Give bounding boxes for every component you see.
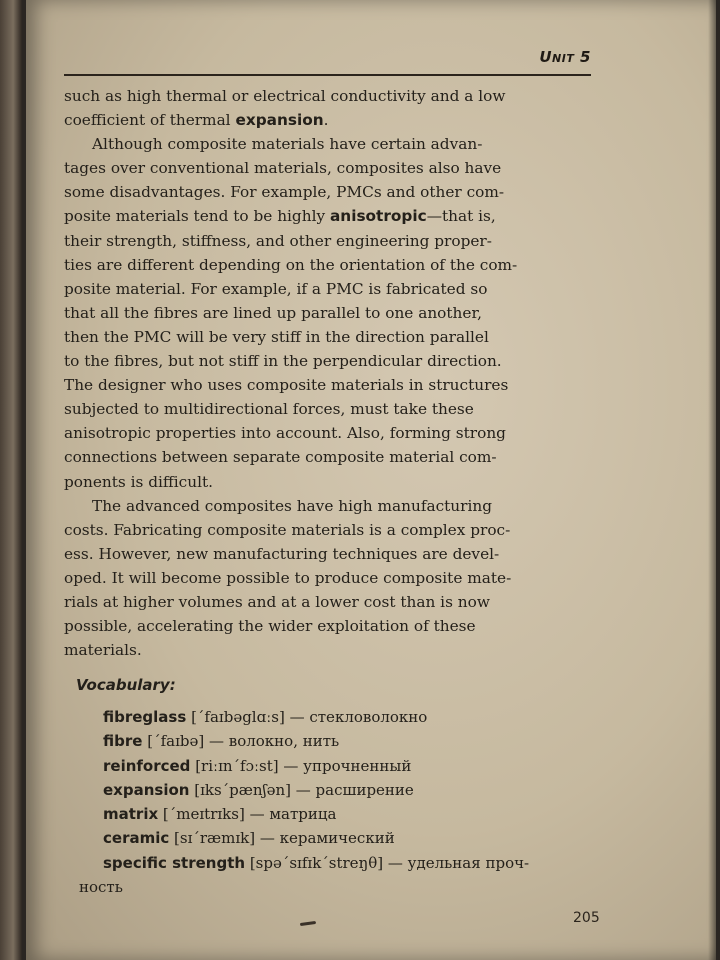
text-segment: ponents is difficult. [64, 472, 213, 491]
text-segment: then the PMC will be very stiff in the direction parallel [64, 327, 489, 346]
text-segment: . [323, 111, 329, 130]
text-line [64, 614, 604, 638]
text-segment: rials at higher volumes and at a lower cost than is now [64, 592, 490, 611]
text-line [64, 566, 604, 590]
text-segment: tages over conventional materials, composites also have [64, 159, 502, 178]
text-segment: possible, accelerating the wider exploitation of these [64, 617, 476, 636]
unit-label: Unit 5 [539, 48, 591, 66]
text-segment: materials. [64, 641, 142, 660]
paragraph [64, 84, 604, 132]
text-segment: ess. However, new manufacturing techniques are devel- [64, 544, 500, 563]
vocabulary-list [79, 705, 603, 899]
text-line [64, 638, 604, 662]
text-segment: some disadvantages. For example, PMCs and other com- [64, 183, 505, 202]
vocab-term: fibreglass [103, 708, 187, 726]
text-segment: oped. It will become possible to produce composite mate- [64, 568, 512, 587]
vocab-transcription: [riːɪnˊfɔːst] [195, 756, 279, 775]
vocab-translation: — расширение [295, 780, 414, 799]
vocab-translation: — стекловолокно [289, 708, 428, 726]
vocab-translation: — волокно, нить [208, 732, 340, 751]
text-segment: ties are different depending on the orientation of the com- [64, 255, 518, 274]
text-line [64, 204, 604, 228]
text-line [64, 325, 604, 349]
text-segment: Although composite materials have certain advan- [92, 135, 483, 154]
vocab-translation: — керамический [259, 829, 395, 848]
bold-term: expansion [235, 111, 324, 130]
vocab-term: fibre [103, 732, 143, 751]
text-line [64, 590, 604, 614]
text-line [64, 229, 604, 253]
text-line [64, 301, 604, 325]
text-segment: connections between separate composite material com- [64, 448, 497, 467]
paragraph [64, 132, 604, 493]
text-line [64, 108, 604, 132]
vocab-term: reinforced [103, 756, 191, 775]
page-edge-shadow [708, 0, 716, 960]
text-segment: costs. Fabricating composite materials is a complex proc- [64, 520, 511, 539]
vocabulary-item [103, 778, 603, 802]
text-segment: their strength, stiffness, and other engineering proper- [64, 231, 492, 250]
text-line [64, 180, 604, 204]
vocabulary-item [103, 851, 603, 875]
text-segment: to the fibres, but not stiff in the perpendicular direction. [64, 352, 502, 371]
running-header [64, 40, 591, 76]
text-line [64, 373, 604, 397]
page-number: 205 [573, 910, 600, 926]
vocabulary-item [103, 729, 603, 753]
text-segment: posite material. For example, if a PMC is fabricated so [64, 279, 488, 298]
text-line [64, 445, 604, 469]
text-segment: The designer who uses composite materials in structures [64, 376, 509, 395]
text-line [64, 132, 604, 156]
text-line [64, 397, 604, 421]
text-segment: —that is, [426, 207, 496, 226]
vocabulary-item [103, 802, 603, 826]
text-line [64, 542, 604, 566]
vocabulary-title: Vocabulary: [76, 676, 176, 694]
text-line [64, 253, 604, 277]
text-segment: such as high thermal or electrical conductivity and a low [64, 87, 506, 105]
text-line [64, 349, 604, 373]
text-segment: subjected to multidirectional forces, must take these [64, 400, 474, 419]
vocab-transcription: [ˊmeɪtrɪks] [162, 805, 245, 824]
vocab-term: ceramic [103, 829, 170, 848]
vocabulary-item [103, 754, 603, 778]
vocabulary-item [103, 826, 603, 850]
vocab-transcription: [ˊfaɪbə] [147, 732, 205, 751]
text-segment: posite materials tend to be highly [64, 207, 330, 226]
body-text [64, 84, 604, 662]
text-segment: that all the fibres are lined up parallel to one another, [64, 303, 482, 322]
text-line [64, 84, 604, 108]
vocab-translation: — матрица [249, 805, 337, 824]
text-segment: coefficient of thermal [64, 111, 236, 130]
vocab-transcription: [sɪˊræmɪk] [174, 829, 256, 848]
text-line [64, 518, 604, 542]
vocab-transcription: [ɪksˊpænʃən] [194, 780, 291, 799]
text-line [64, 421, 604, 445]
text-line [64, 277, 604, 301]
previous-page-edge [0, 0, 22, 960]
vocabulary-item [103, 705, 603, 729]
vocab-translation-continuation: ность [79, 878, 123, 897]
text-line [64, 156, 604, 180]
text-line [64, 470, 604, 494]
vocab-term: specific strength [103, 853, 246, 872]
text-segment: anisotropic properties into account. Also, forming strong [64, 424, 506, 443]
text-segment: The advanced composites have high manufacturing [92, 496, 493, 515]
vocab-term: expansion [103, 780, 190, 799]
text-line [64, 494, 604, 518]
paragraph [64, 494, 604, 663]
bold-term: anisotropic [329, 207, 427, 226]
vocab-term: matrix [103, 805, 159, 824]
vocab-translation: — удельная проч- [387, 853, 530, 872]
vocab-translation: — упрочненный [283, 756, 412, 775]
vocab-transcription: [ˊfaɪbəglɑːs] [191, 708, 285, 726]
vocab-transcription: [spəˊsɪfɪkˊstreŋθ] [249, 853, 384, 872]
